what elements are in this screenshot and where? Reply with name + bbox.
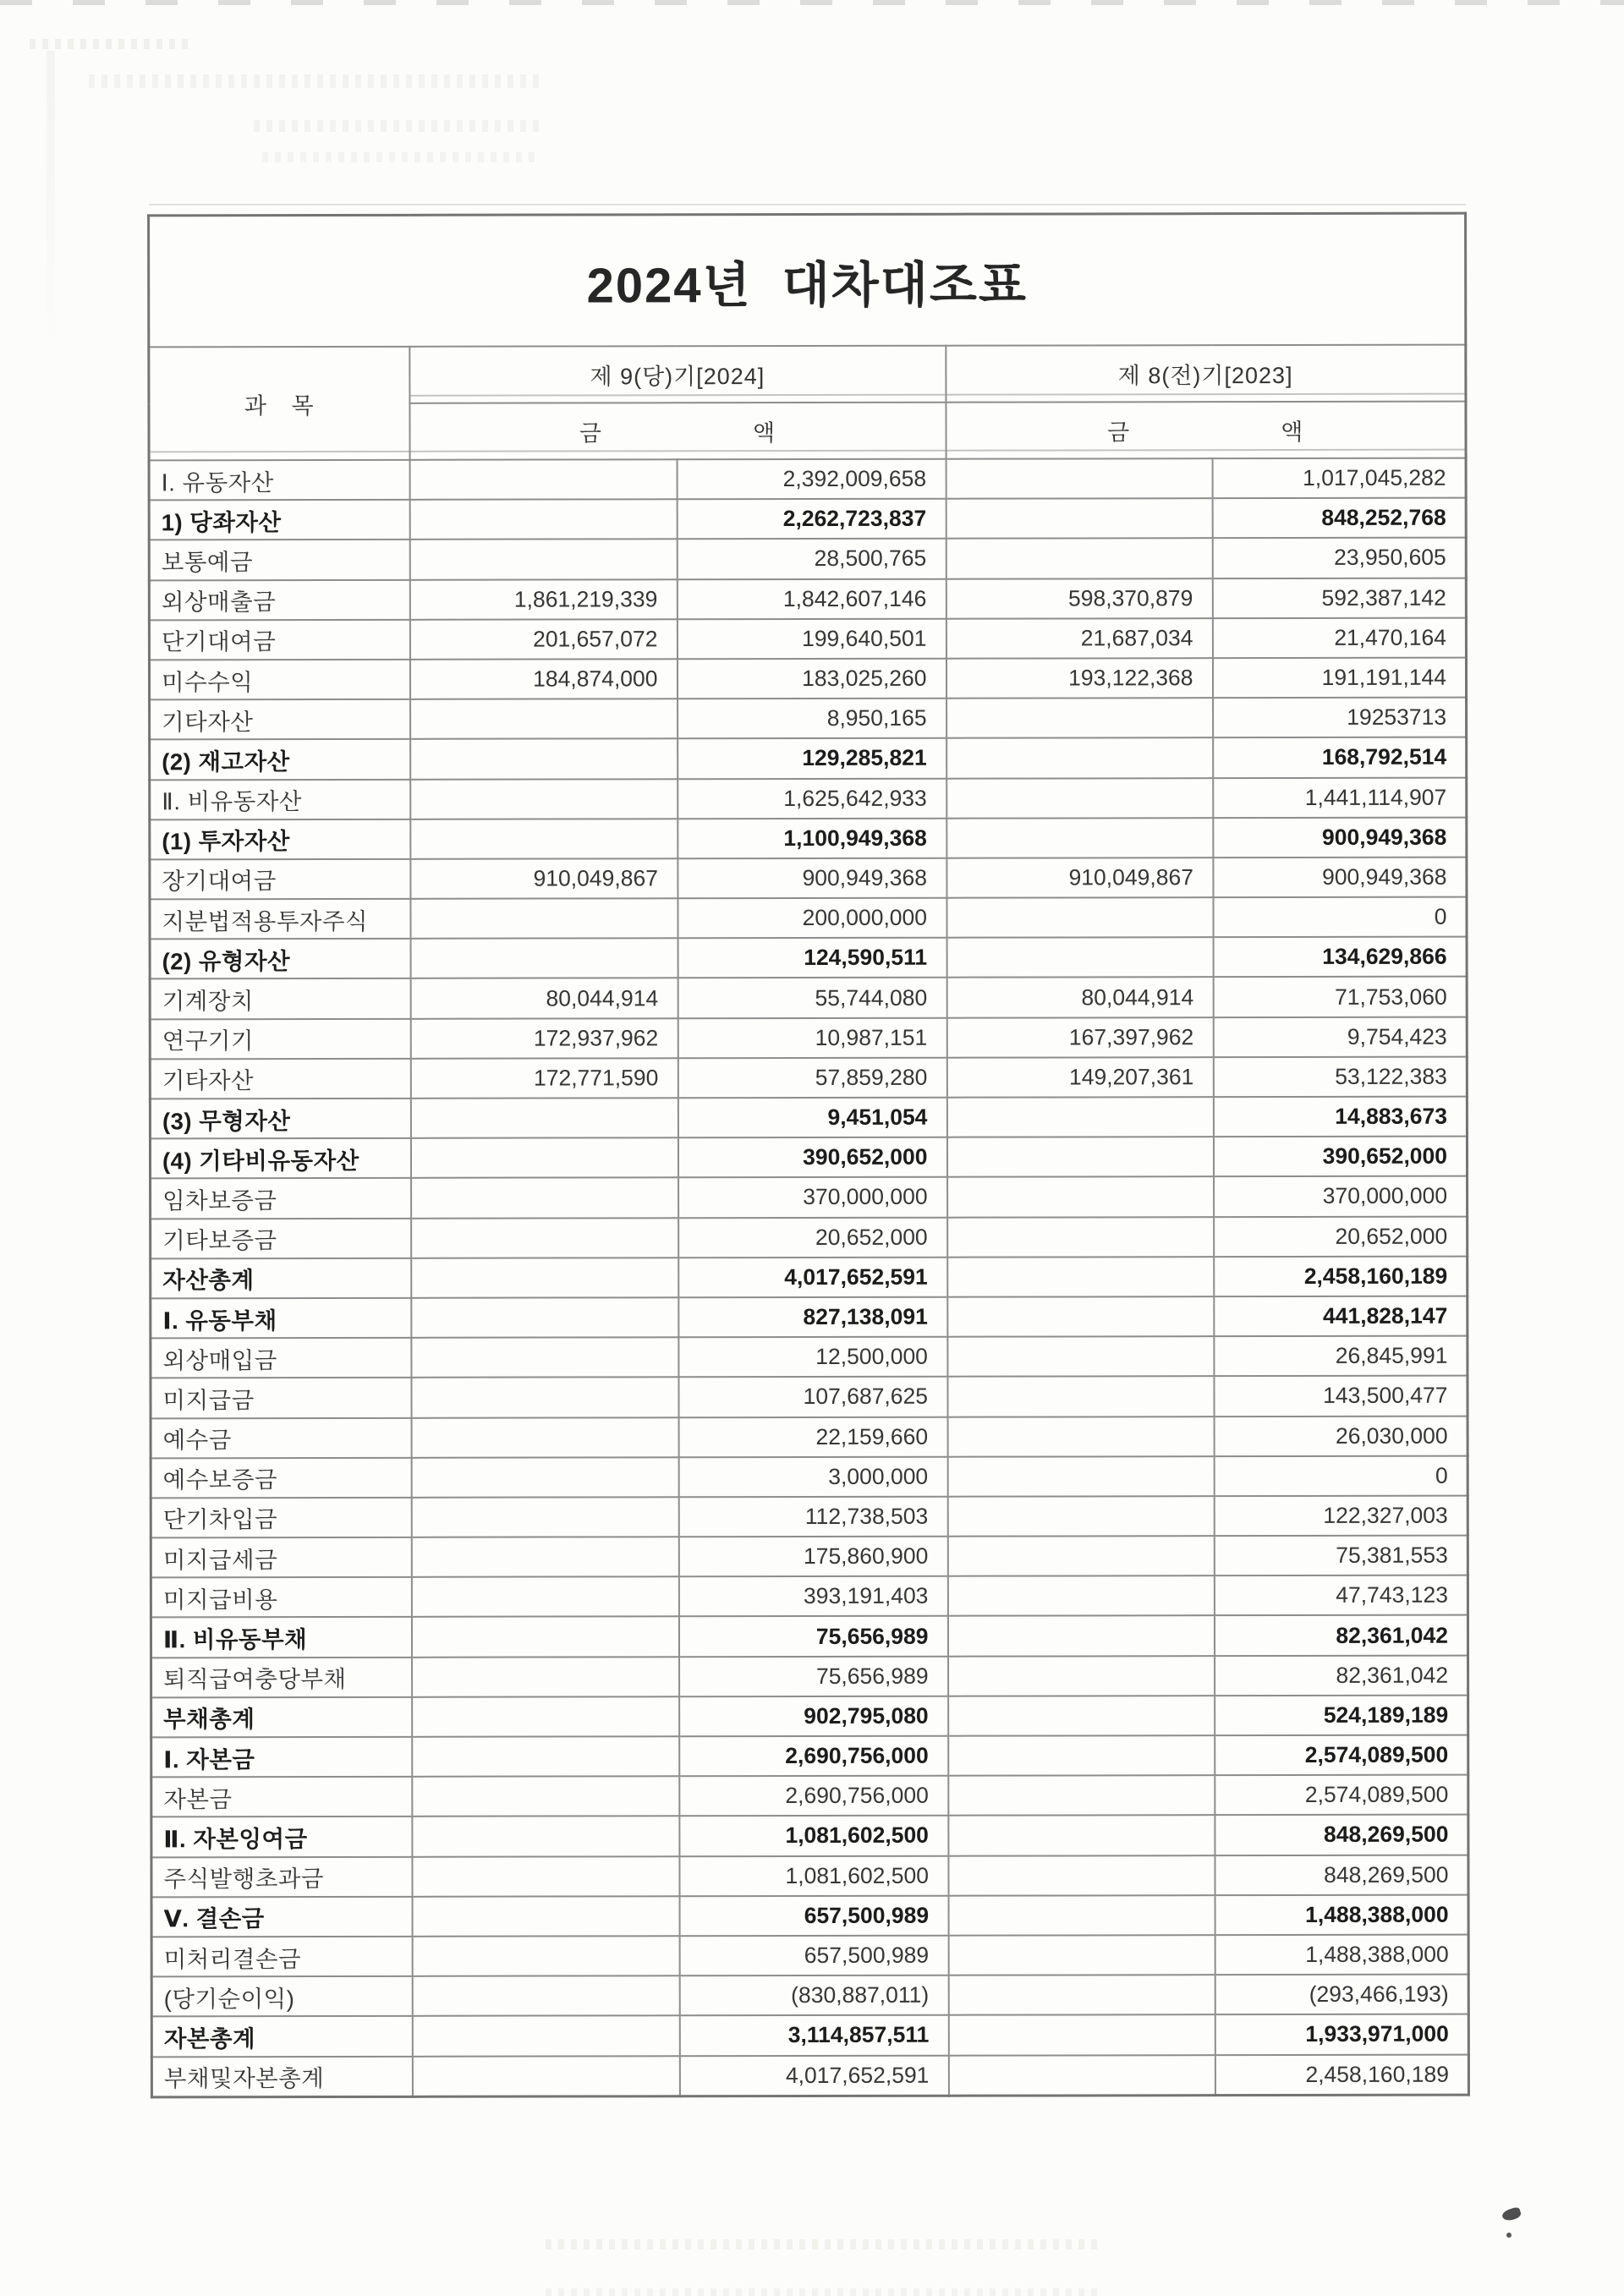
table-row bbox=[149, 658, 1466, 700]
prior-detail-amount bbox=[948, 1895, 1215, 1936]
prior-detail-amount: 167,397,962 bbox=[946, 1017, 1213, 1058]
current-total-amount: 370,000,000 bbox=[678, 1177, 947, 1218]
prior-total-amount: 370,000,000 bbox=[1214, 1176, 1468, 1217]
prior-detail-amount bbox=[948, 2014, 1215, 2055]
prior-detail-amount bbox=[947, 1536, 1214, 1576]
prior-total-amount: (293,466,193) bbox=[1215, 1975, 1468, 2015]
table-row bbox=[150, 858, 1467, 900]
current-total-amount: 124,590,511 bbox=[678, 938, 946, 978]
amount-label-geum: 금 bbox=[1107, 419, 1131, 446]
current-detail-amount: 184,874,000 bbox=[409, 659, 677, 699]
account-label: 미지급비용 bbox=[151, 1577, 411, 1618]
prior-total-amount: 26,030,000 bbox=[1214, 1416, 1468, 1456]
prior-detail-amount bbox=[947, 1376, 1214, 1417]
table-row bbox=[150, 777, 1467, 819]
prior-total-amount: 53,122,383 bbox=[1213, 1056, 1467, 1097]
current-detail-amount bbox=[412, 1856, 679, 1897]
current-total-amount: 3,114,857,511 bbox=[679, 2015, 948, 2056]
amount-label-aek: 액 bbox=[1281, 419, 1304, 446]
table-row bbox=[151, 2054, 1468, 2096]
scan-bleedthrough-artifact bbox=[30, 39, 190, 49]
table-row bbox=[151, 1695, 1468, 1737]
current-total-amount: 112,738,503 bbox=[678, 1497, 947, 1537]
prior-detail-amount bbox=[947, 1177, 1214, 1218]
account-label: (2) 유형자산 bbox=[150, 939, 410, 979]
account-label: Ⅰ. 유동부채 bbox=[151, 1298, 411, 1339]
account-label: Ⅱ. 비유동자산 bbox=[150, 779, 410, 819]
account-label: (2) 재고자산 bbox=[150, 739, 410, 780]
prior-detail-amount bbox=[948, 1935, 1215, 1975]
account-label: 외상매입금 bbox=[151, 1338, 411, 1378]
prior-detail-amount bbox=[946, 778, 1213, 819]
current-detail-amount bbox=[409, 459, 677, 500]
current-period-header: 제 9(당)기[2024] bbox=[409, 346, 946, 403]
table-row bbox=[151, 1296, 1468, 1339]
prior-detail-amount bbox=[948, 1816, 1215, 1856]
account-label: 단기차입금 bbox=[151, 1498, 411, 1538]
current-detail-amount bbox=[411, 1337, 678, 1378]
current-detail-amount bbox=[411, 1258, 678, 1298]
current-total-amount: 9,451,054 bbox=[678, 1098, 946, 1138]
balance-sheet-table bbox=[147, 212, 1470, 2098]
account-label: 주식발행초과금 bbox=[151, 1856, 412, 1897]
account-label: 미처리결손금 bbox=[151, 1937, 412, 1977]
account-label: 연구기기 bbox=[150, 1018, 410, 1059]
account-label: (1) 투자자산 bbox=[150, 819, 410, 860]
prior-detail-amount bbox=[946, 458, 1212, 499]
account-label: 예수보증금 bbox=[151, 1458, 411, 1499]
table-row bbox=[149, 617, 1466, 660]
prior-total-amount: 143,500,477 bbox=[1214, 1376, 1468, 1417]
current-total-amount: 4,017,652,591 bbox=[679, 2055, 948, 2096]
current-detail-amount bbox=[411, 1537, 678, 1577]
prior-total-amount: 1,933,971,000 bbox=[1215, 2014, 1468, 2055]
scan-bleedthrough-artifact bbox=[546, 2239, 1104, 2249]
current-detail-amount bbox=[412, 2056, 679, 2096]
prior-detail-amount bbox=[946, 698, 1213, 738]
prior-total-amount: 71,753,060 bbox=[1213, 977, 1467, 1017]
prior-total-amount: 82,361,042 bbox=[1215, 1655, 1468, 1696]
table-row bbox=[151, 1176, 1468, 1219]
current-detail-amount bbox=[409, 499, 677, 540]
prior-detail-amount bbox=[947, 1257, 1214, 1297]
account-label: 외상매출금 bbox=[149, 579, 409, 620]
table-row bbox=[151, 1376, 1468, 1418]
prior-detail-amount bbox=[947, 1217, 1214, 1258]
current-detail-amount bbox=[412, 1817, 679, 1857]
table-row bbox=[150, 1137, 1467, 1179]
table-row bbox=[149, 458, 1466, 501]
account-label: 보통예금 bbox=[149, 540, 409, 580]
current-total-amount: 199,640,501 bbox=[677, 618, 946, 659]
account-label: 단기대여금 bbox=[149, 620, 409, 660]
prior-total-amount: 900,949,368 bbox=[1213, 817, 1467, 858]
table-row bbox=[150, 817, 1467, 859]
prior-total-amount: 134,629,866 bbox=[1213, 937, 1467, 978]
scan-ghost-line bbox=[149, 204, 1466, 205]
prior-detail-amount bbox=[948, 1855, 1215, 1896]
table-row bbox=[150, 1056, 1467, 1099]
current-detail-amount bbox=[412, 1736, 679, 1777]
account-label: 예수금 bbox=[151, 1417, 411, 1458]
current-total-amount: (830,887,011) bbox=[679, 1975, 948, 2016]
prior-detail-amount: 149,207,361 bbox=[946, 1057, 1213, 1098]
current-total-amount: 175,860,900 bbox=[678, 1537, 947, 1577]
prior-detail-amount bbox=[948, 1975, 1215, 2015]
table-row bbox=[151, 2014, 1468, 2057]
account-label: 부채총계 bbox=[151, 1697, 412, 1738]
current-total-amount: 390,652,000 bbox=[678, 1137, 946, 1178]
account-label: 자산총계 bbox=[151, 1258, 411, 1299]
prior-total-amount: 1,441,114,907 bbox=[1213, 777, 1467, 818]
title-row bbox=[149, 213, 1466, 347]
table-row bbox=[150, 698, 1467, 740]
document-sheet bbox=[147, 212, 1468, 2098]
account-label: 자본금 bbox=[151, 1777, 412, 1817]
prior-total-amount: 2,574,089,500 bbox=[1215, 1735, 1468, 1776]
current-detail-amount bbox=[411, 1178, 678, 1219]
table-row bbox=[150, 937, 1467, 979]
current-total-amount: 129,285,821 bbox=[678, 738, 946, 779]
prior-detail-amount bbox=[948, 1696, 1215, 1736]
current-total-amount: 4,017,652,591 bbox=[678, 1257, 947, 1297]
current-total-amount: 393,191,403 bbox=[678, 1576, 947, 1617]
prior-detail-amount bbox=[946, 818, 1213, 858]
account-label: Ⅰ. 자본금 bbox=[151, 1737, 412, 1778]
table-row bbox=[151, 1575, 1468, 1618]
table-row bbox=[151, 1416, 1468, 1458]
ink-speck bbox=[1506, 2233, 1512, 2238]
prior-detail-amount bbox=[947, 1456, 1214, 1497]
current-total-amount: 2,690,756,000 bbox=[679, 1736, 948, 1777]
table-row bbox=[151, 1735, 1468, 1778]
current-total-amount: 2,262,723,837 bbox=[677, 499, 946, 540]
account-label: 미지급금 bbox=[151, 1378, 411, 1418]
prior-detail-amount bbox=[947, 1616, 1214, 1657]
current-total-amount: 657,500,989 bbox=[679, 1936, 948, 1976]
prior-total-amount: 592,387,142 bbox=[1212, 578, 1466, 618]
current-total-amount: 657,500,989 bbox=[679, 1895, 948, 1936]
current-total-amount: 902,795,080 bbox=[679, 1696, 948, 1737]
current-detail-amount: 80,044,914 bbox=[410, 978, 678, 1019]
prior-total-amount: 1,488,388,000 bbox=[1215, 1894, 1468, 1935]
account-label: 자본총계 bbox=[151, 2016, 412, 2057]
prior-detail-amount bbox=[947, 1336, 1214, 1377]
amount-label-geum: 금 bbox=[579, 420, 603, 447]
table-row bbox=[151, 1615, 1468, 1658]
prior-total-amount: 82,361,042 bbox=[1214, 1615, 1468, 1656]
current-detail-amount bbox=[410, 699, 678, 739]
scan-bleedthrough-artifact bbox=[546, 2288, 1104, 2296]
prior-total-amount: 900,949,368 bbox=[1213, 858, 1467, 898]
account-label: 기계장치 bbox=[150, 978, 410, 1019]
prior-total-amount: 19253713 bbox=[1213, 698, 1467, 738]
ink-speck bbox=[1501, 2206, 1522, 2222]
account-label: 기타자산 bbox=[150, 1059, 410, 1099]
current-detail-amount bbox=[410, 898, 678, 939]
current-detail-amount bbox=[412, 1776, 679, 1817]
current-detail-amount bbox=[411, 1218, 678, 1258]
account-label: 장기대여금 bbox=[150, 859, 410, 900]
prior-detail-amount bbox=[947, 1296, 1214, 1337]
prior-total-amount: 21,470,164 bbox=[1212, 617, 1466, 658]
prior-detail-amount bbox=[946, 937, 1213, 978]
current-detail-amount bbox=[411, 1417, 678, 1458]
current-detail-amount bbox=[411, 1457, 678, 1498]
table-row bbox=[151, 1536, 1468, 1578]
table-row bbox=[150, 737, 1467, 780]
table-row bbox=[151, 1775, 1468, 1817]
prior-total-amount: 2,458,160,189 bbox=[1215, 2054, 1468, 2095]
scan-streak-artifact bbox=[47, 51, 55, 490]
account-label: 임차보증금 bbox=[151, 1178, 411, 1219]
scan-bleedthrough-artifact bbox=[254, 120, 541, 132]
account-label: 퇴직급여충당부채 bbox=[151, 1657, 412, 1697]
prior-total-amount: 122,327,003 bbox=[1214, 1496, 1468, 1537]
page-title: 2024년 대차대조표 bbox=[149, 213, 1466, 347]
current-detail-amount bbox=[409, 540, 677, 580]
current-total-amount: 28,500,765 bbox=[677, 539, 946, 579]
current-detail-amount: 1,861,219,339 bbox=[409, 579, 677, 620]
prior-detail-amount: 598,370,879 bbox=[946, 578, 1212, 619]
prior-total-amount: 191,191,144 bbox=[1212, 658, 1466, 699]
current-total-amount: 8,950,165 bbox=[678, 699, 946, 739]
current-detail-amount bbox=[412, 1896, 679, 1937]
table-row bbox=[151, 1455, 1468, 1498]
current-total-amount: 75,656,989 bbox=[678, 1616, 947, 1657]
prior-total-amount: 47,743,123 bbox=[1214, 1575, 1468, 1616]
prior-detail-amount: 910,049,867 bbox=[946, 858, 1213, 898]
account-label: (4) 기타비유동자산 bbox=[150, 1138, 410, 1179]
current-total-amount: 2,690,756,000 bbox=[679, 1776, 948, 1817]
prior-total-amount: 1,017,045,282 bbox=[1212, 458, 1466, 499]
account-label: 부채및자본총계 bbox=[151, 2056, 412, 2096]
prior-detail-amount bbox=[948, 1656, 1215, 1696]
prior-detail-amount bbox=[947, 1575, 1214, 1616]
prior-detail-amount bbox=[946, 1097, 1213, 1137]
table-row bbox=[150, 977, 1467, 1019]
current-detail-amount bbox=[410, 739, 678, 780]
prior-total-amount: 1,488,388,000 bbox=[1215, 1935, 1468, 1975]
current-amount-header bbox=[409, 403, 946, 460]
table-row bbox=[151, 1815, 1468, 1857]
current-total-amount: 827,138,091 bbox=[678, 1297, 947, 1338]
current-detail-amount bbox=[412, 1657, 679, 1697]
prior-total-amount: 75,381,553 bbox=[1214, 1536, 1468, 1576]
account-label: 미지급세금 bbox=[151, 1537, 411, 1578]
prior-total-amount: 20,652,000 bbox=[1214, 1216, 1468, 1257]
table-row bbox=[151, 1216, 1468, 1258]
table-row bbox=[151, 1894, 1468, 1937]
current-total-amount: 20,652,000 bbox=[678, 1217, 947, 1258]
prior-total-amount: 524,189,189 bbox=[1215, 1695, 1468, 1735]
table-row bbox=[150, 1016, 1467, 1059]
table-row bbox=[150, 897, 1467, 940]
current-total-amount: 3,000,000 bbox=[678, 1456, 947, 1497]
prior-total-amount: 390,652,000 bbox=[1213, 1137, 1467, 1177]
prior-detail-amount bbox=[946, 897, 1213, 938]
current-total-amount: 75,656,989 bbox=[679, 1656, 948, 1696]
prior-total-amount: 0 bbox=[1213, 897, 1467, 938]
account-label: Ⅱ. 자본잉여금 bbox=[151, 1817, 412, 1857]
prior-total-amount: 441,828,147 bbox=[1214, 1296, 1468, 1337]
prior-detail-amount bbox=[948, 2055, 1215, 2096]
current-total-amount: 22,159,660 bbox=[678, 1417, 947, 1457]
current-detail-amount bbox=[412, 1936, 679, 1976]
prior-detail-amount bbox=[946, 539, 1212, 579]
account-label: 미수수익 bbox=[149, 660, 409, 700]
current-total-amount: 2,392,009,658 bbox=[677, 459, 946, 500]
account-label: Ⅴ. 결손금 bbox=[151, 1897, 412, 1937]
account-label: (당기순이익) bbox=[151, 1976, 412, 2017]
table-row bbox=[151, 1655, 1468, 1697]
prior-detail-amount bbox=[948, 1775, 1215, 1816]
current-total-amount: 107,687,625 bbox=[678, 1377, 947, 1417]
prior-total-amount: 848,252,768 bbox=[1212, 498, 1466, 539]
current-detail-amount bbox=[411, 1577, 678, 1618]
current-total-amount: 55,744,080 bbox=[678, 978, 946, 1018]
prior-total-amount: 2,574,089,500 bbox=[1215, 1775, 1468, 1816]
current-total-amount: 183,025,260 bbox=[677, 659, 946, 699]
current-total-amount: 10,987,151 bbox=[678, 1017, 946, 1058]
account-column-header: 과 목 bbox=[149, 347, 409, 461]
prior-total-amount: 14,883,673 bbox=[1213, 1097, 1467, 1137]
table-row bbox=[150, 1097, 1467, 1139]
table-row bbox=[149, 578, 1466, 620]
prior-total-amount: 848,269,500 bbox=[1215, 1855, 1468, 1895]
prior-detail-amount bbox=[946, 1137, 1213, 1177]
current-total-amount: 1,100,949,368 bbox=[678, 818, 946, 858]
current-total-amount: 200,000,000 bbox=[678, 898, 946, 939]
table-row bbox=[151, 1496, 1468, 1538]
prior-detail-amount bbox=[946, 737, 1213, 778]
current-total-amount: 1,081,602,500 bbox=[679, 1816, 948, 1856]
current-detail-amount bbox=[412, 1696, 679, 1737]
current-detail-amount: 172,937,962 bbox=[410, 1018, 678, 1059]
current-detail-amount bbox=[410, 819, 678, 859]
prior-detail-amount bbox=[947, 1417, 1214, 1457]
current-total-amount: 12,500,000 bbox=[678, 1337, 947, 1378]
scan-bleedthrough-artifact bbox=[89, 74, 541, 88]
prior-total-amount: 0 bbox=[1214, 1455, 1468, 1496]
prior-amount-header bbox=[946, 402, 1466, 459]
table-row bbox=[149, 498, 1466, 540]
current-detail-amount: 201,657,072 bbox=[409, 619, 677, 660]
table-row bbox=[151, 1855, 1468, 1897]
prior-total-amount: 2,458,160,189 bbox=[1214, 1256, 1468, 1296]
account-label: 기타자산 bbox=[150, 699, 410, 740]
prior-period-header: 제 8(전)기[2023] bbox=[946, 345, 1466, 403]
current-detail-amount bbox=[412, 2016, 679, 2057]
account-label: 1) 당좌자산 bbox=[149, 500, 409, 540]
current-total-amount: 1,842,607,146 bbox=[677, 578, 946, 619]
account-label: (3) 무형자산 bbox=[150, 1099, 410, 1139]
current-detail-amount bbox=[410, 1098, 678, 1138]
current-detail-amount bbox=[412, 1975, 679, 2016]
prior-total-amount: 168,792,514 bbox=[1213, 737, 1467, 778]
table-row bbox=[151, 1975, 1468, 2017]
account-label: 지분법적용투자주식 bbox=[150, 899, 410, 940]
account-label: 기타보증금 bbox=[151, 1218, 411, 1258]
current-total-amount: 1,081,602,500 bbox=[679, 1855, 948, 1896]
table-row bbox=[151, 1256, 1468, 1298]
scan-edge-artifact bbox=[0, 0, 1624, 5]
prior-total-amount: 26,845,991 bbox=[1214, 1336, 1468, 1377]
current-detail-amount bbox=[410, 1137, 678, 1178]
prior-total-amount: 9,754,423 bbox=[1213, 1016, 1467, 1057]
current-detail-amount bbox=[411, 1378, 678, 1418]
account-label: Ⅱ. 비유동부채 bbox=[151, 1617, 411, 1658]
prior-total-amount: 848,269,500 bbox=[1215, 1815, 1468, 1855]
current-total-amount: 1,625,642,933 bbox=[678, 778, 946, 819]
account-label: Ⅰ. 유동자산 bbox=[149, 460, 409, 501]
current-detail-amount: 172,771,590 bbox=[410, 1058, 678, 1099]
scan-bleedthrough-artifact bbox=[262, 152, 541, 162]
table-row bbox=[151, 1935, 1468, 1977]
prior-detail-amount: 80,044,914 bbox=[946, 978, 1213, 1018]
current-detail-amount bbox=[411, 1497, 678, 1537]
prior-detail-amount bbox=[947, 1496, 1214, 1537]
current-total-amount: 900,949,368 bbox=[678, 858, 946, 899]
prior-detail-amount bbox=[946, 498, 1212, 539]
current-total-amount: 57,859,280 bbox=[678, 1058, 946, 1099]
current-detail-amount bbox=[410, 939, 678, 979]
period-header-row bbox=[149, 345, 1466, 404]
amount-label-aek: 액 bbox=[752, 420, 776, 447]
table-row bbox=[149, 538, 1466, 580]
current-detail-amount bbox=[410, 779, 678, 819]
current-detail-amount bbox=[411, 1297, 678, 1338]
prior-total-amount: 23,950,605 bbox=[1212, 538, 1466, 578]
prior-detail-amount: 21,687,034 bbox=[946, 618, 1212, 659]
prior-detail-amount bbox=[948, 1735, 1215, 1776]
table-row bbox=[151, 1336, 1468, 1378]
prior-detail-amount: 193,122,368 bbox=[946, 658, 1212, 699]
current-detail-amount bbox=[411, 1617, 678, 1658]
current-detail-amount: 910,049,867 bbox=[410, 858, 678, 899]
